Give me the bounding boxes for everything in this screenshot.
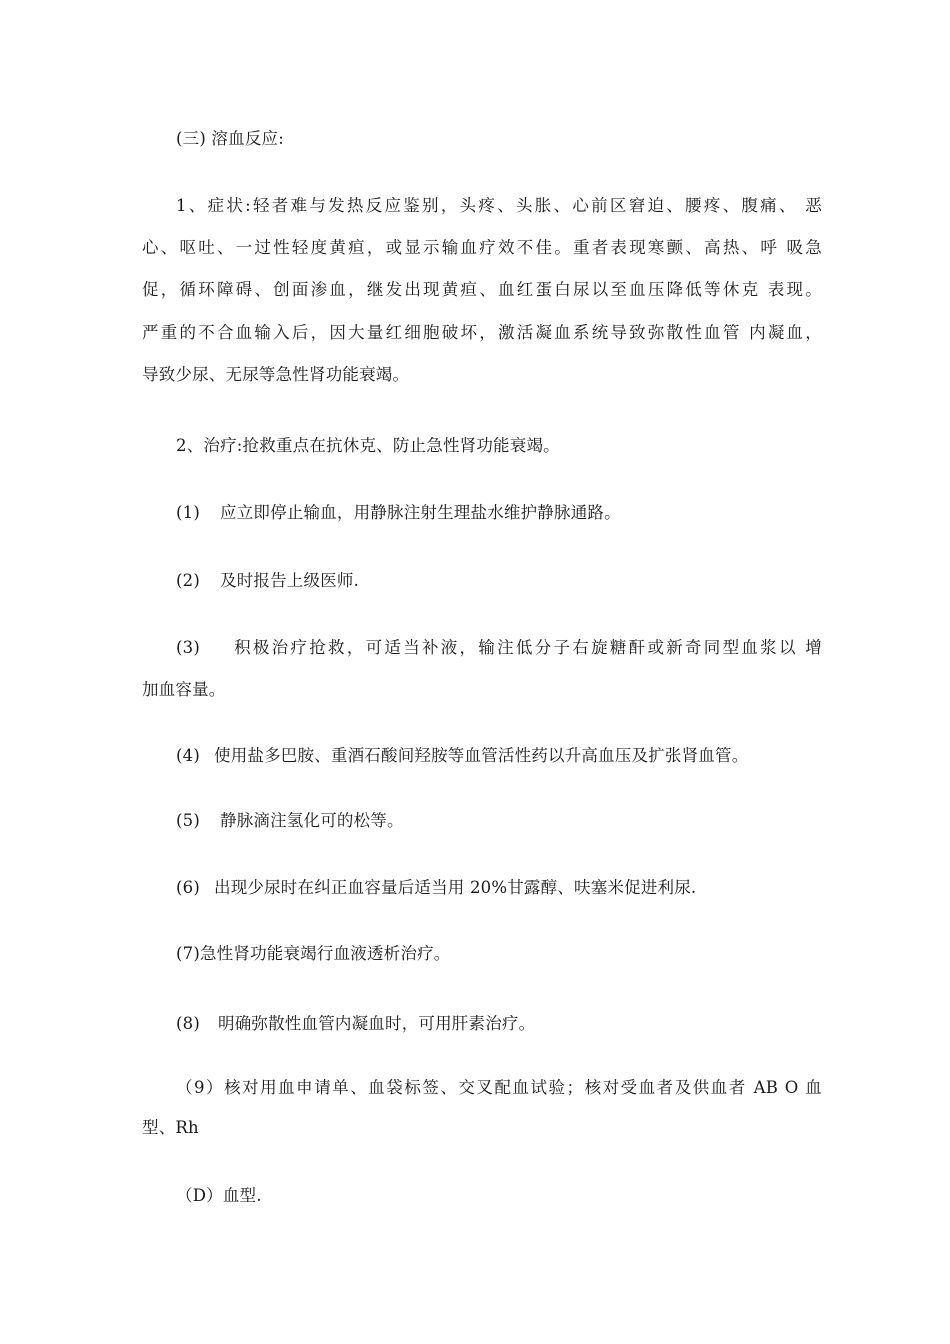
section-heading: (三) 溶血反应:: [176, 129, 284, 148]
item-text: 使用盐多巴胺、重酒石酸间羟胺等血管活性药以升高血压及扩张肾血管。: [214, 746, 749, 765]
list-item: [176, 1013, 856, 1035]
item-number: （9）: [176, 1078, 225, 1097]
symptoms-line-1: 1、症状:轻者难与发热反应鉴别，头疼、头胀、心前区窘迫、腰疼、腹痛、 恶: [176, 196, 822, 215]
list-item: [176, 810, 856, 832]
closing-line: （D）血型.: [176, 1186, 262, 1205]
item-continuation: 加血容量。: [142, 680, 226, 699]
item-number: (5): [176, 811, 200, 830]
item-number: (2): [176, 571, 200, 590]
list-item: [176, 637, 822, 659]
list-item: [176, 502, 856, 524]
list-item: [176, 877, 856, 899]
item-number: (4): [176, 746, 200, 765]
item-text: 核对用血申请单、血袋标签、交叉配血试验；核对受血者及供血者 AB O 血: [224, 1078, 822, 1097]
list-item: [176, 570, 856, 592]
list-item: [176, 943, 856, 965]
item-text: 积极治疗抢救，可适当补液，输注低分子右旋糖酐或新奇同型血浆以 增: [232, 638, 822, 657]
symptoms-line-2: 心、呕吐、一过性轻度黄疸，或显示输血疗效不佳。重者表现寒颤、高热、呼 吸急: [142, 238, 822, 257]
item-text: 及时报告上级医师.: [220, 571, 360, 590]
item-number: (7): [176, 944, 200, 963]
symptoms-line-5: 导致少尿、无尿等急性肾功能衰竭。: [142, 365, 410, 384]
symptoms-line-4: 严重的不合血输入后，因大量红细胞破坏，激活凝血系统导致弥散性血管 内凝血，: [142, 323, 822, 342]
item-text: 明确弥散性血管内凝血时，可用肝素治疗。: [218, 1014, 536, 1033]
item-number: (3): [176, 638, 200, 657]
item-text: 静脉滴注氢化可的松等。: [220, 811, 404, 830]
item-text: 应立即停止输血，用静脉注射生理盐水维护静脉通路。: [220, 503, 621, 522]
item-number: (1): [176, 503, 200, 522]
item-text: 急性肾功能衰竭行血液透析治疗。: [199, 944, 451, 963]
list-item: [176, 745, 856, 767]
item-continuation: 型、Rh: [142, 1118, 199, 1137]
treatment-intro: 2、治疗:抢救重点在抗休克、防止急性肾功能衰竭。: [176, 436, 560, 455]
item-text: 出现少尿时在纠正血容量后适当用 20%甘露醇、呋塞米促进利尿.: [214, 878, 697, 897]
symptoms-line-3: 促，循环障碍、创面渗血，继发出现黄疸、血红蛋白尿以至血压降低等休克 表现。: [142, 280, 822, 299]
list-item: [176, 1077, 822, 1099]
item-number: (6): [176, 878, 200, 897]
item-number: (8): [176, 1014, 200, 1033]
